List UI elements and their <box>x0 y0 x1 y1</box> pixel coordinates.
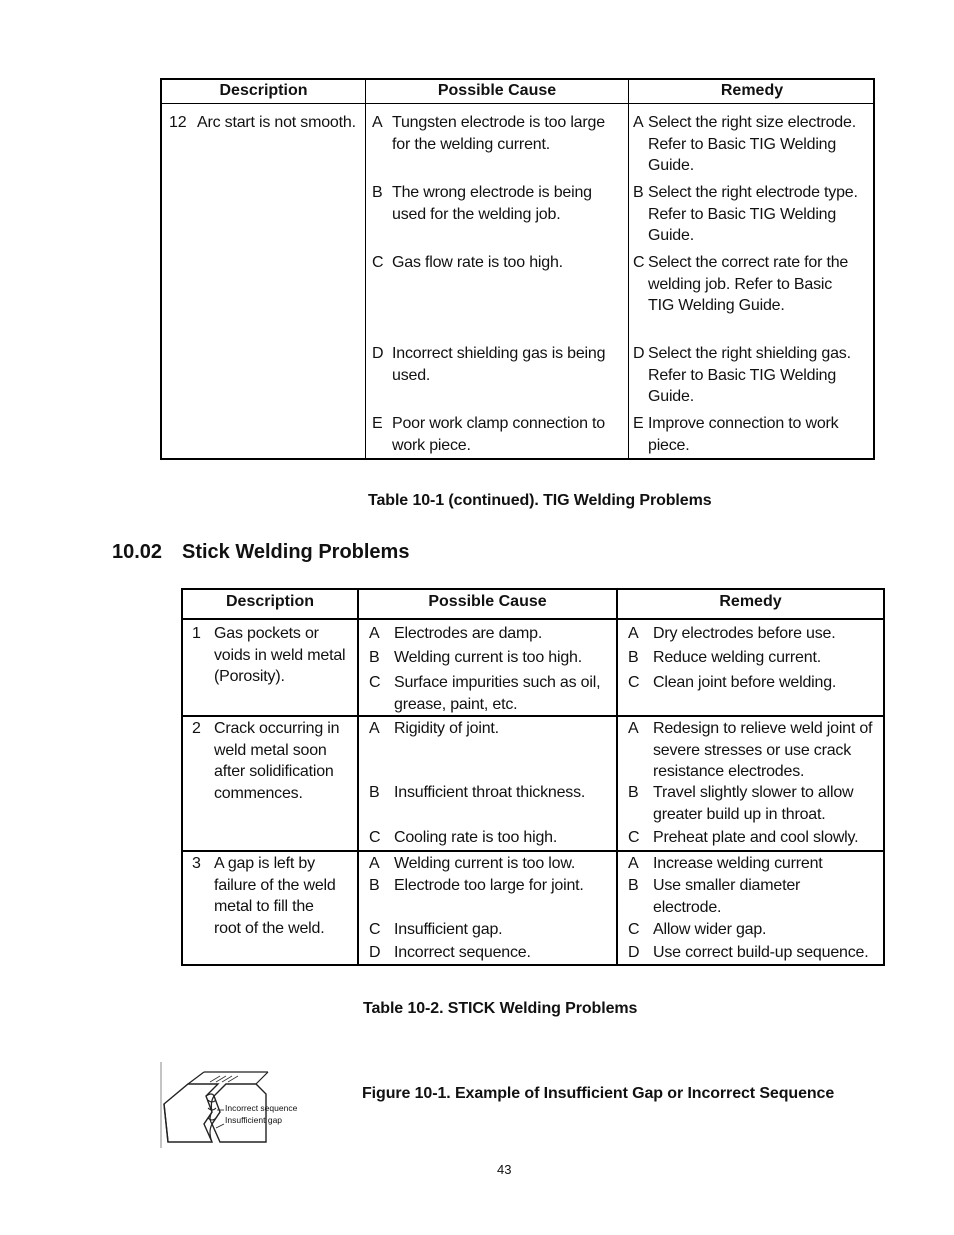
remedy-text: Select the right shielding gas. Refer to Basic TIG Welding Guide. <box>648 345 851 405</box>
cause-text: Surface impurities such as oil, grease, paint, etc. <box>394 674 601 713</box>
remedy-text: Redesign to relieve weld joint of severe stresses or use crack resistance electrodes. <box>653 720 873 780</box>
col-header-possible-cause: Possible Cause <box>428 593 547 610</box>
cause-letter: A <box>369 855 380 872</box>
remedy-text: Preheat plate and cool slowly. <box>653 829 859 846</box>
remedy-letter: E <box>633 415 644 432</box>
row-number: 2 <box>192 720 201 737</box>
weld-gap-figure <box>160 1062 300 1148</box>
remedy-letter: A <box>628 720 639 737</box>
cause-letter: E <box>372 415 383 432</box>
remedy-text: Use correct build-up sequence. <box>653 944 869 961</box>
cause-text: Poor work clamp connection to work piece. <box>392 415 605 454</box>
col-header-remedy: Remedy <box>719 593 782 610</box>
figure-label-incorrect-sequence: Incorrect sequence <box>225 1103 298 1113</box>
row-description: Gas pockets or voids in weld metal (Porosity). <box>214 625 346 685</box>
col-header-remedy: Remedy <box>720 82 784 99</box>
row-number: 12 <box>169 114 187 131</box>
cause-text: Insufficient gap. <box>394 921 503 938</box>
remedy-text: Increase welding current <box>653 855 823 872</box>
cause-text: Electrode too large for joint. <box>394 877 584 894</box>
remedy-letter: A <box>628 625 639 642</box>
section-number: 10.02 <box>112 541 163 563</box>
remedy-letter: C <box>628 829 640 846</box>
remedy-text: Reduce welding current. <box>653 649 821 666</box>
cause-letter: C <box>369 674 381 691</box>
col-header-description: Description <box>225 593 314 610</box>
remedy-text: Select the correct rate for the welding job. Refer to Basic TIG Welding Guide. <box>648 254 849 314</box>
remedy-letter: D <box>633 345 645 362</box>
weld-joint-illustration <box>160 1062 300 1148</box>
col-header-possible-cause: Possible Cause <box>437 82 557 99</box>
cause-letter: D <box>369 944 381 961</box>
cause-text: Gas flow rate is too high. <box>392 254 563 271</box>
figure-caption: Figure 10-1. Example of Insufficient Gap or Incorrect Sequence <box>362 1085 835 1102</box>
tig-problems-table <box>160 78 875 460</box>
cause-text: Insufficient throat thickness. <box>394 784 586 801</box>
cause-text: Welding current is too low. <box>394 855 576 872</box>
table-caption: Table 10-2. STICK Welding Problems <box>363 1000 638 1017</box>
cause-text: Cooling rate is too high. <box>394 829 558 846</box>
row-number: 1 <box>192 625 201 642</box>
remedy-letter: C <box>628 674 640 691</box>
cause-letter: B <box>369 784 380 801</box>
cause-text: Tungsten electrode is too large for the welding current. <box>392 114 605 153</box>
section-title: Stick Welding Problems <box>182 541 410 563</box>
remedy-letter: B <box>628 649 639 666</box>
remedy-text: Select the right size electrode. Refer to Basic TIG Welding Guide. <box>648 114 856 174</box>
remedy-text: Allow wider gap. <box>653 921 767 938</box>
cause-text: Incorrect shielding gas is being used. <box>392 345 606 384</box>
remedy-text: Dry electrodes before use. <box>653 625 836 642</box>
cause-letter: C <box>372 254 384 271</box>
remedy-letter: A <box>628 855 639 872</box>
cause-text: Incorrect sequence. <box>394 944 531 961</box>
cause-text: Rigidity of joint. <box>394 720 499 737</box>
remedy-letter: B <box>628 784 639 801</box>
cause-letter: A <box>369 625 380 642</box>
cause-letter: B <box>369 649 380 666</box>
row-description: A gap is left by failure of the weld metal to fill the root of the weld. <box>214 855 336 937</box>
cause-text: Electrodes are damp. <box>394 625 543 642</box>
cause-letter: D <box>372 345 384 362</box>
stick-problems-table <box>181 588 885 966</box>
remedy-letter: A <box>633 114 644 131</box>
cause-letter: C <box>369 829 381 846</box>
page-number: 43 <box>497 1162 512 1177</box>
table-caption: Table 10-1 (continued). TIG Welding Problems <box>368 492 712 509</box>
figure-label-insufficient-gap: Insufficient gap <box>225 1115 283 1125</box>
row-number: 3 <box>192 855 201 872</box>
remedy-letter: C <box>628 921 640 938</box>
cause-text: The wrong electrode is being used for the welding job. <box>392 184 592 223</box>
cause-letter: B <box>369 877 380 894</box>
remedy-text: Use smaller diameter electrode. <box>653 877 801 916</box>
row-description: Arc start is not smooth. <box>197 114 356 131</box>
col-header-description: Description <box>219 82 308 99</box>
remedy-text: Select the right electrode type. Refer to Basic TIG Welding Guide. <box>648 184 858 244</box>
cause-letter: A <box>369 720 380 737</box>
cause-letter: B <box>372 184 383 201</box>
remedy-letter: C <box>633 254 645 271</box>
remedy-letter: D <box>628 944 640 961</box>
remedy-text: Travel slightly slower to allow greater build up in throat. <box>653 784 854 823</box>
cause-letter: C <box>369 921 381 938</box>
row-description: Crack occurring in weld metal soon after solidification commences. <box>214 720 340 802</box>
cause-letter: A <box>372 114 383 131</box>
cause-text: Welding current is too high. <box>394 649 582 666</box>
remedy-text: Improve connection to work piece. <box>648 415 839 454</box>
remedy-letter: B <box>628 877 639 894</box>
remedy-text: Clean joint before welding. <box>653 674 837 691</box>
remedy-letter: B <box>633 184 644 201</box>
